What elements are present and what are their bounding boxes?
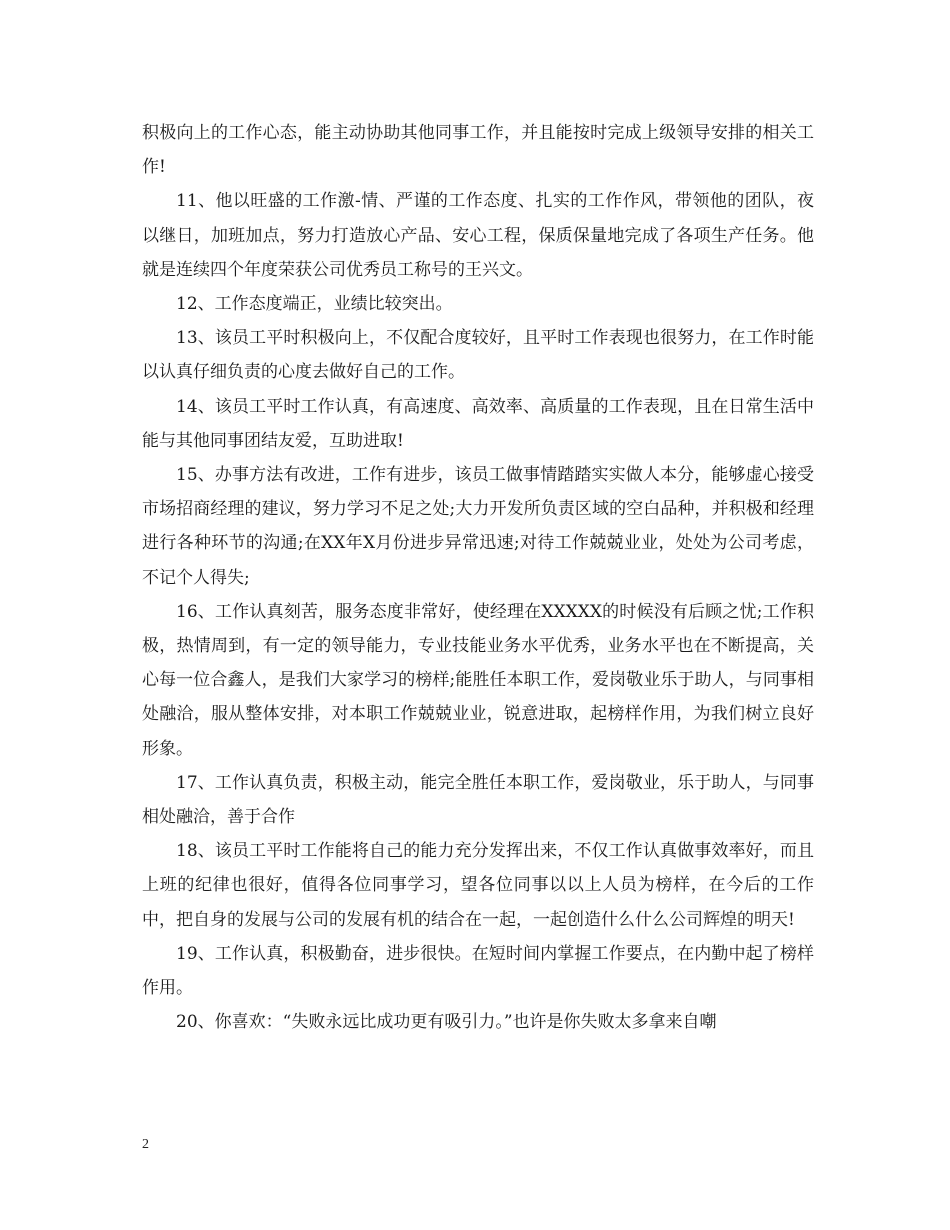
paragraph: 19、工作认真，积极勤奋，进步很快。在短时间内掌握工作要点，在内勤中起了榜样作用。 <box>142 943 814 999</box>
paragraph: 17、工作认真负责，积极主动，能完全胜任本职工作，爱岗敬业，乐于助人，与同事相处融洽，善于合作 <box>142 772 814 828</box>
paragraph: 12、工作态度端正，业绩比较突出。 <box>176 294 453 315</box>
paragraph: 11、他以旺盛的工作激-情、严谨的工作态度、扎实的工作作风，带领他的团队，夜以继日，加班加点，努力打造放心产品、安心工程，保质保量地完成了各项生产任务。他就是连续四个年度荣获公司优秀员工称号的王兴文。 <box>142 191 814 280</box>
paragraph: 积极向上的工作心态，能主动协助其他同事工作，并且能按时完成上级领导安排的相关工作! <box>142 123 814 178</box>
paragraph: 18、该员工平时工作能将自己的能力充分发挥出来，不仅工作认真做事效率好，而且上班的纪律也很好，值得各位同事学习，望各位同事以以上人员为榜样，在今后的工作中，把自身的发展与公司的发展有机的结合在一起，一起创造什么什么公司辉煌的明天! <box>142 841 814 930</box>
paragraph: 16、工作认真刻苦，服务态度非常好，使经理在XXXXX的时候没有后顾之忧;工作积极，热情周到，有一定的领导能力，专业技能业务水平优秀，业务水平也在不断提高，关心每一位合鑫人，是我们大家学习的榜样;能胜任本职工作，爱岗敬业乐于助人，与同事相处融洽，服从整体安排，对本职工作兢兢业业，锐意进取，起榜样作用，为我们树立良好形象。 <box>142 601 814 759</box>
paragraph: 13、该员工平时积极向上，不仅配合度较好，且平时工作表现也很努力，在工作时能以认真仔细负责的心度去做好自己的工作。 <box>142 328 814 383</box>
document-body <box>142 116 814 1039</box>
paragraph: 14、该员工平时工作认真，有高速度、高效率、高质量的工作表现，且在日常生活中能与其他同事团结友爱，互助进取! <box>142 396 814 451</box>
paragraph: 20、你喜欢：“失败永远比成功更有吸引力。”也许是你失败太多拿来自嘲 <box>176 1012 717 1033</box>
page-number: 2 <box>142 1137 149 1152</box>
paragraph: 15、办事方法有改进，工作有进步，该员工做事情踏踏实实做人本分，能够虚心接受市场招商经理的建议，努力学习不足之处;大力开发所负责区域的空白品种，并积极和经理进行各种环节的沟通;在XX年X月份进步异常迅速;对待工作兢兢业业，处处为公司考虑，不记个人得失; <box>142 465 814 588</box>
